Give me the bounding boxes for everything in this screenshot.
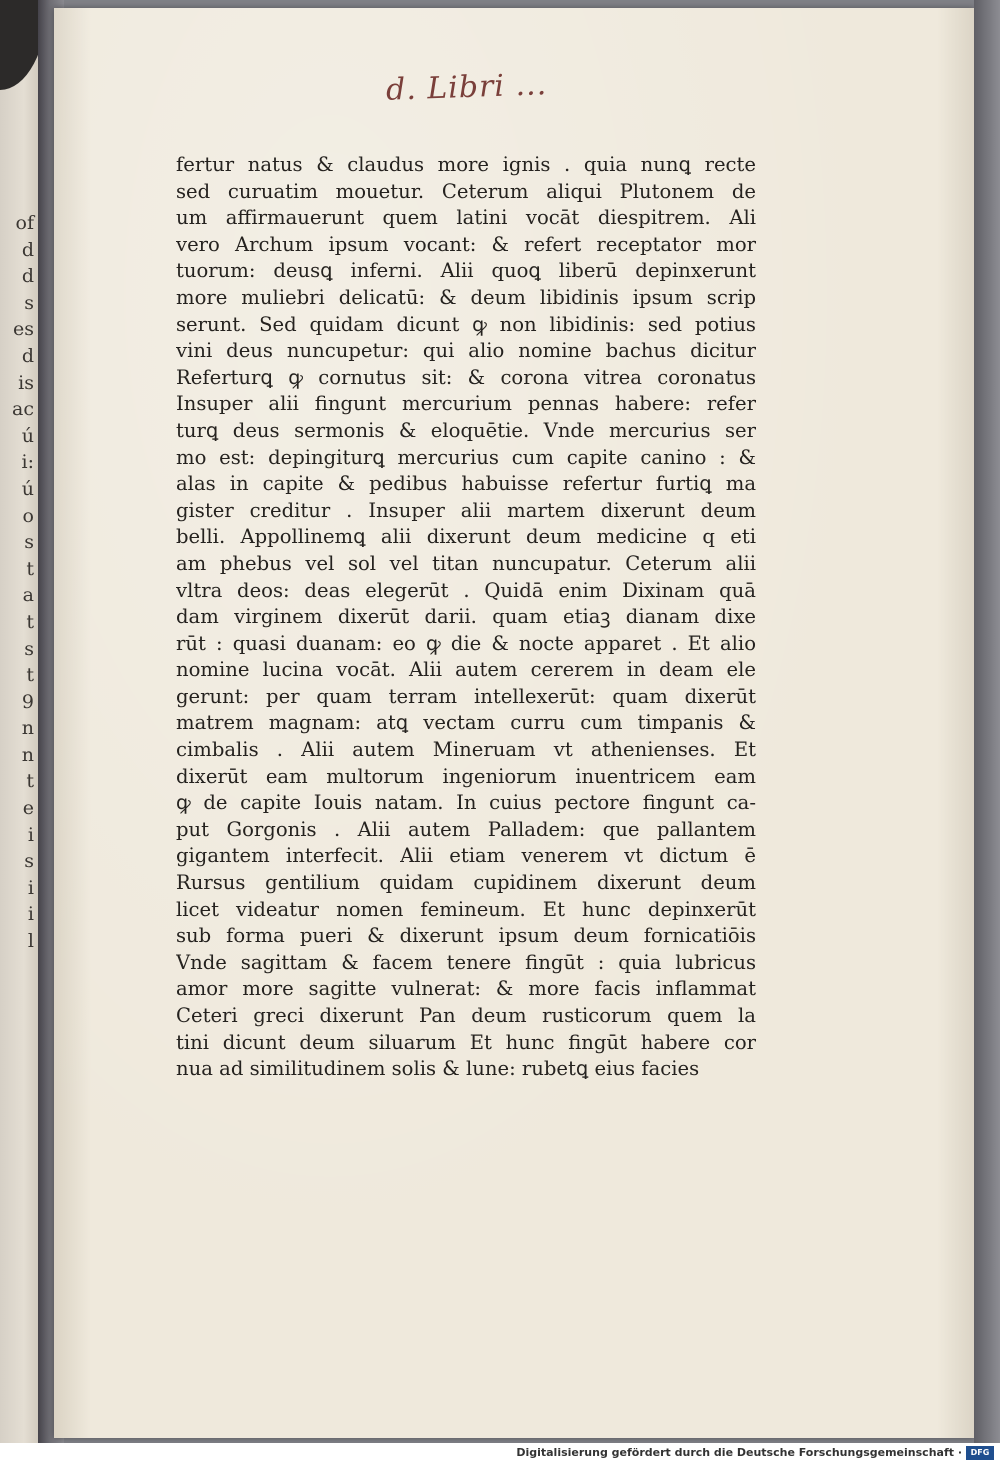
facing-page-letter: s (24, 291, 34, 314)
facing-page-letter: t (26, 610, 34, 633)
facing-page-letter: of (15, 212, 34, 234)
facing-page-edge (0, 0, 40, 1443)
text-line: dixerūt eam multorum ingeniorum inuentricem eam (176, 764, 756, 788)
facing-page-letter: i (27, 823, 34, 846)
facing-page-letter: s (24, 531, 34, 554)
facing-page-letter: 9 (21, 690, 34, 713)
facing-page-letter: i: (21, 451, 34, 474)
text-line: um affirmauerunt quem latini vocāt diespitrem. Ali (176, 206, 756, 230)
text-line: rūt : quasi duanam: eo ꝙ die & nocte apparet . Et alio (176, 631, 756, 655)
text-line: belli. Appollinemꝗ alii dixerunt deum medicine q eti (176, 525, 756, 549)
text-line: sub forma pueri & dixerunt ipsum deum fornicatiōis (176, 924, 756, 948)
text-line: vero Archum ipsum vocant: & refert receptator mor (176, 232, 756, 256)
footer-bar (0, 1443, 1000, 1463)
text-line: more muliebri delicatū: & deum libidinis ipsum scrip (176, 285, 756, 309)
facing-page-letter: t (26, 770, 34, 793)
facing-page-letter: o (22, 504, 34, 527)
facing-page-letter: l (27, 930, 34, 953)
facing-page-letter: e (22, 797, 34, 820)
text-line: nua ad similitudinem solis & lune: rubetꝗ eius facies (176, 1057, 700, 1081)
text-line: tuorum: deusꝗ inferni. Alii quoꝗ liberū depinxerunt (176, 259, 756, 283)
facing-page-letter: ú (21, 424, 34, 447)
text-line: gerunt: per quam terram intellexerūt: quam dixerūt (176, 684, 756, 708)
body-text-block (176, 152, 756, 1083)
facing-page-letter: t (26, 557, 34, 580)
facing-page-letter: n (21, 743, 34, 766)
text-line: sed curuatim mouetur. Ceterum aliqui Plutonem de (176, 179, 756, 203)
text-line: cimbalis . Alii autem Mineruam vt athenienses. Et (176, 738, 756, 762)
text-line: fertur natus & claudus more ignis . quia nunꝗ recte (176, 153, 756, 176)
text-line: gigantem interfecit. Alii etiam venerem vt dictum ē (176, 844, 756, 868)
page-edge-background (974, 0, 1000, 1443)
facing-page-letter: es (13, 318, 34, 341)
text-line: mo est: depingiturꝗ mercurius cum capite canino : & (176, 445, 756, 469)
handwritten-annotation: d. Libri ... (385, 67, 548, 108)
dfg-logo: DFG (966, 1446, 994, 1460)
text-line: put Gorgonis . Alii autem Palladem: que pallantem (176, 817, 756, 841)
text-line: turꝗ deus sermonis & eloquētie. Vnde mercurius ser (176, 418, 756, 442)
text-line: nomine lucina vocāt. Alii autem cererem in deam ele (176, 658, 756, 682)
text-line: Referturꝗ ꝙ cornutus sit: & corona vitrea coronatus (176, 365, 756, 389)
facing-page-letter: n (21, 717, 34, 740)
text-line: tini dicunt deum siluarum Et hunc fingūt habere cor (176, 1030, 756, 1054)
text-line: ꝙ de capite Iouis natam. In cuius pectore fingunt ca- (176, 791, 756, 815)
facing-page-letter: a (22, 584, 34, 607)
text-line: vini deus nuncupetur: qui alio nomine bachus dicitur (176, 339, 756, 363)
text-line: serunt. Sed quidam dicunt ꝙ non libidinis: sed potius (176, 312, 756, 336)
text-line: matrem magnam: atꝗ vectam curru cum timpanis & (176, 711, 756, 735)
facing-page-letter: is (18, 371, 34, 394)
text-line: Ceteri greci dixerunt Pan deum rusticorum quem la (176, 1004, 756, 1027)
text-line: vltra deos: deas elegerūt . Quidā enim Dixinam quā (176, 578, 756, 602)
text-line: Vnde sagittam & facem tenere fingūt : quia lubricus (176, 950, 756, 974)
facing-page-letter: i (27, 876, 34, 899)
facing-page-letter: ac (12, 398, 34, 421)
text-line: licet videatur nomen femineum. Et hunc depinxerūt (176, 897, 756, 921)
facing-page-letter: ú (21, 477, 34, 500)
funding-credit: Digitalisierung gefördert durch die Deutsche Forschungsgemeinschaft · (516, 1446, 962, 1459)
text-line: gister creditur . Insuper alii martem dixerunt deum (176, 498, 756, 522)
facing-page-letters (4, 210, 34, 955)
facing-page-letter: d (21, 265, 34, 288)
text-line: amor more sagitte vulnerat: & more facis inflammat (176, 977, 756, 1001)
text-line: Rursus gentilium quidam cupidinem dixerunt deum (176, 871, 756, 895)
facing-page-letter: t (26, 664, 34, 687)
facing-page-letter: i (27, 903, 34, 926)
text-line: dam virginem dixerūt darii. quam etiaꝫ dianam dixe (176, 605, 756, 629)
text-line: Insuper alii fingunt mercurium pennas habere: refer (176, 392, 756, 416)
facing-page-letter: d (21, 238, 34, 261)
text-line: am phebus vel sol vel titan nuncupatur. Ceterum alii (176, 551, 756, 575)
facing-page-letter: d (21, 344, 34, 367)
facing-page-letter: s (24, 637, 34, 660)
facing-page-letter: s (24, 850, 34, 873)
text-line: alas in capite & pedibus habuisse refertur furtiꝗ ma (176, 472, 756, 496)
